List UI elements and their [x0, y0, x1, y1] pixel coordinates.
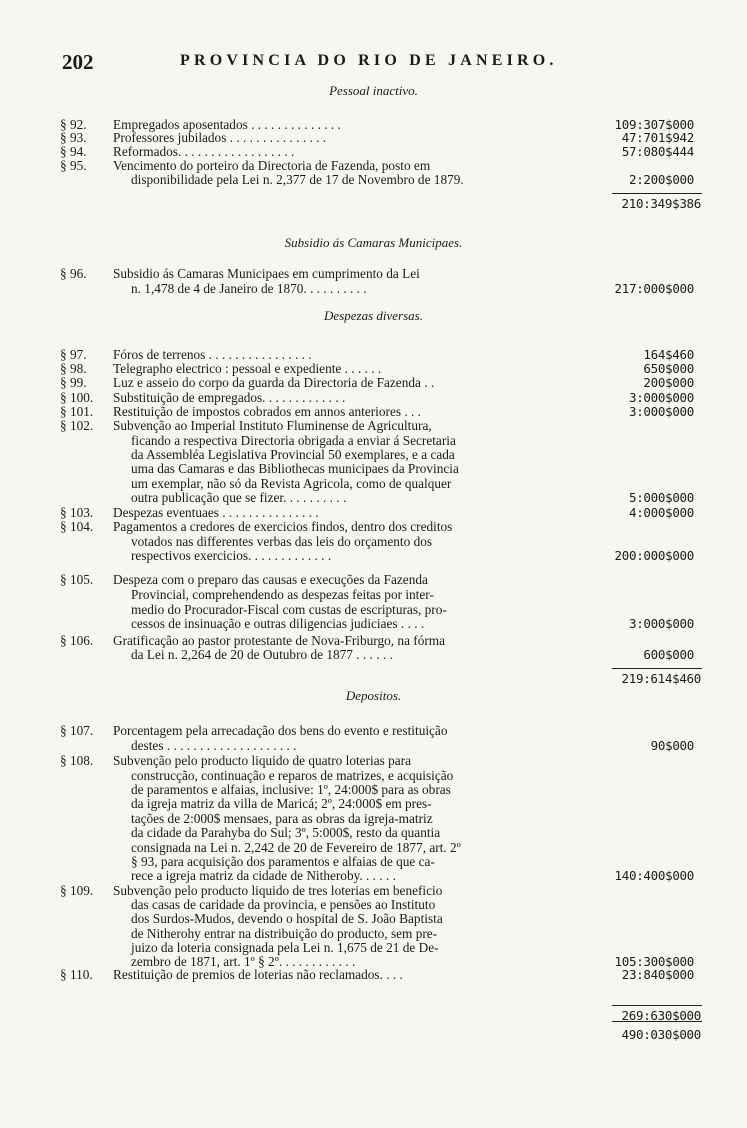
section-heading: Subsidio ás Camaras Municipaes. [284, 235, 463, 250]
item-text: Subvenção ao Imperial Instituto Fluminense de Agricultura, [113, 418, 432, 433]
item-text: Subvenção pelo producto liquido de tres loterias em beneficio [113, 883, 443, 898]
item-amount: 23:840$000 [621, 967, 694, 982]
item-line [60, 158, 700, 173]
item-line [60, 534, 700, 549]
item-line [60, 281, 700, 296]
item-amount: 3:000$000 [628, 404, 694, 419]
item-amount: 5:000$000 [628, 490, 694, 505]
item-text: Despeza com o preparo das causas e execuções da Fazenda [113, 572, 428, 587]
item-line [60, 144, 700, 159]
item-text: medio do Procurador-Fiscal com custas de escripturas, pro- [131, 602, 447, 617]
item-line [60, 130, 700, 145]
item-line [60, 967, 700, 982]
page-header [62, 50, 702, 74]
item-amount: 3:000$000 [628, 616, 694, 631]
page-title: PROVINCIA DO RIO DE JANEIRO. [180, 52, 558, 69]
item-number: § 109. [60, 883, 94, 898]
item-line [60, 840, 700, 855]
item-amount: 3:000$000 [628, 390, 694, 405]
item-line [60, 633, 700, 648]
section-heading: Pessoal inactivo. [329, 83, 418, 98]
item-text: § 93, para acquisição dos paramentos e alfaias de que ca- [131, 854, 435, 869]
item-line [60, 738, 700, 753]
item-text: Substituição de empregados. . . . . . . . . . . . . [113, 390, 346, 405]
item-line [60, 616, 700, 631]
item-line [60, 476, 700, 491]
item-line [60, 768, 700, 783]
item-text: de paramentos e alfaias, inclusive: 1º, 24:000$ para as obras [131, 782, 451, 797]
item-line [60, 926, 700, 941]
item-line [60, 266, 700, 281]
item-text: Reformados. . . . . . . . . . . . . . . . . . [113, 144, 295, 159]
item-line [60, 172, 700, 187]
item-amount: 140:400$000 [614, 868, 694, 883]
item-text: Restituição de impostos cobrados em annos anteriores . . . [113, 404, 421, 419]
item-text: n. 1,478 de 4 de Janeiro de 1870. . . . . . . . . . [131, 281, 367, 296]
item-line [60, 347, 700, 362]
item-line [60, 361, 700, 376]
item-number: § 102. [60, 418, 94, 433]
subtotal-amount: 210:349$386 [621, 196, 701, 211]
item-amount: 650$000 [643, 361, 694, 376]
item-line [60, 375, 700, 390]
item-line [60, 404, 700, 419]
item-line [60, 461, 700, 476]
item-text: respectivos exercicios. . . . . . . . . . . . . [131, 548, 332, 563]
item-number: § 106. [60, 633, 94, 648]
item-amount: 4:000$000 [628, 505, 694, 520]
item-number: § 101. [60, 404, 94, 419]
item-line [60, 825, 700, 840]
item-text: outra publicação que se fizer. . . . . . . . . . [131, 490, 347, 505]
item-amount: 200:000$000 [614, 548, 694, 563]
item-text: Pagamentos a credores de exercicios findos, dentro dos creditos [113, 519, 453, 534]
item-line [60, 723, 700, 738]
item-text: consignada na Lei n. 2,242 de 20 de Fevereiro de 1877, art. 2º [131, 840, 461, 855]
item-text: votados nas differentes verbas das leis do orçamento dos [131, 534, 433, 549]
item-number: § 107. [60, 723, 94, 738]
item-text: Porcentagem pela arrecadação dos bens do evento e restituição [113, 723, 448, 738]
item-text: construcção, continuação e reparos de matrizes, e acquisição [131, 768, 454, 783]
item-line [60, 572, 700, 587]
item-line [60, 911, 700, 926]
subtotal-rule [612, 668, 702, 669]
item-text: tações de 2:000$ mensaes, para as obras da igreja-matriz [131, 811, 433, 826]
section-heading: Despezas diversas. [324, 308, 423, 323]
item-number: § 93. [60, 130, 87, 145]
item-amount: 90$000 [650, 738, 694, 753]
item-number: § 105. [60, 572, 94, 587]
item-text: Fóros de terrenos . . . . . . . . . . . . . . . . [113, 347, 312, 362]
item-text: ficando a respectiva Directoria obrigada a enviar á Secretaria [131, 433, 456, 448]
item-text: destes . . . . . . . . . . . . . . . . . . . . [131, 738, 297, 753]
item-text: juizo da loteria consignada pela Lei n. 1,675 de 21 de De- [131, 940, 439, 955]
item-text: de Nitherohy entrar na distribuição do producto, sem pre- [131, 926, 438, 941]
item-text: Restituição de premios de loterias não reclamados. . . . [113, 967, 403, 982]
item-text: das casas de caridade da provincia, e pensões ao Instituto [131, 897, 436, 912]
item-text: Telegrapho electrico : pessoal e expediente . . . . . . [113, 361, 382, 376]
item-number: § 100. [60, 390, 94, 405]
item-number: § 103. [60, 505, 94, 520]
item-text: disponibilidade pela Lei n. 2,377 de 17 de Novembro de 1879. [131, 172, 464, 187]
item-line [60, 390, 700, 405]
item-line [60, 433, 700, 448]
item-line [60, 418, 700, 433]
item-text: Luz e asseio do corpo da guarda da Directoria de Fazenda . . [113, 375, 435, 390]
item-text: Professores jubilados . . . . . . . . . . . . . . . [113, 130, 327, 145]
item-number: § 110. [60, 967, 93, 982]
item-number: § 94. [60, 144, 87, 159]
item-line [60, 602, 700, 617]
item-number: § 97. [60, 347, 87, 362]
subtotal-rule [612, 1005, 702, 1006]
item-text: um exemplar, não só da Revista Agricola, como de qualquer [131, 476, 452, 491]
item-amount: 200$000 [643, 375, 694, 390]
item-text: zembro de 1871, art. 1º § 2º. . . . . . . . . . . . [131, 954, 356, 969]
item-line [60, 519, 700, 534]
item-amount: 47:701$942 [621, 130, 694, 145]
item-text: Subvenção pelo producto liquido de quatro loterias para [113, 753, 411, 768]
item-text: Subsidio ás Camaras Municipaes em cumprimento da Lei [113, 266, 420, 281]
item-text: dos Surdos-Mudos, devendo o hospital de S. João Baptista [131, 911, 443, 926]
item-text: da Assembléa Legislativa Provincial 50 exemplares, e a cada [131, 447, 455, 462]
item-text: Gratificação ao pastor protestante de Nova-Friburgo, na fórma [113, 633, 446, 648]
grand-total-rule [612, 1021, 702, 1022]
item-line [60, 811, 700, 826]
item-line [60, 548, 700, 563]
item-amount: 105:300$000 [614, 954, 694, 969]
item-text: da cidade da Parahyba do Sul; 3º, 5:000$, resto da quantia [131, 825, 441, 840]
item-number: § 92. [60, 117, 87, 132]
subtotal-amount: 219:614$460 [621, 671, 701, 686]
item-amount: 109:307$000 [614, 117, 694, 132]
item-amount: 57:080$444 [621, 144, 694, 159]
item-text: da Lei n. 2,264 de 20 de Outubro de 1877 . . . . . . [131, 647, 393, 662]
subtotal-rule [612, 193, 702, 194]
item-line [60, 753, 700, 768]
item-text: Provincial, comprehendendo as despezas feitas por inter- [131, 587, 434, 602]
item-line [60, 490, 700, 505]
item-text: da igreja matriz da villa de Maricá; 2º, 24:000$ em pres- [131, 796, 432, 811]
item-line [60, 897, 700, 912]
grand-total-amount: 490:030$000 [621, 1027, 701, 1042]
item-text: Empregados aposentados . . . . . . . . . . . . . . [113, 117, 341, 132]
page-number: 202 [62, 50, 94, 74]
item-number: § 98. [60, 361, 87, 376]
item-line [60, 883, 700, 898]
item-line [60, 505, 700, 520]
item-amount: 2:200$000 [628, 172, 694, 187]
item-line [60, 782, 700, 797]
item-line [60, 587, 700, 602]
item-amount: 164$460 [643, 347, 694, 362]
item-text: Vencimento do porteiro da Directoria de Fazenda, posto em [113, 158, 431, 173]
item-amount: 217:000$000 [614, 281, 694, 296]
section-heading: Depositos. [345, 688, 402, 703]
item-line [60, 854, 700, 869]
item-text: Despezas eventuaes . . . . . . . . . . . . . . . [113, 505, 319, 520]
item-number: § 99. [60, 375, 87, 390]
item-line [60, 868, 700, 883]
item-number: § 108. [60, 753, 94, 768]
item-number: § 95. [60, 158, 87, 173]
item-text: cessos de insinuação e outras diligencias judiciaes . . . . [131, 616, 425, 631]
subtotal-amount: 269:630$000 [621, 1008, 701, 1023]
item-number: § 104. [60, 519, 94, 534]
item-number: § 96. [60, 266, 87, 281]
item-text: rece a igreja matriz da cidade de Nitheroby. . . . . . [131, 868, 396, 883]
item-text: uma das Camaras e das Bibliothecas municipaes da Provincia [131, 461, 459, 476]
item-line [60, 647, 700, 662]
item-amount: 600$000 [643, 647, 694, 662]
item-line [60, 447, 700, 462]
item-line [60, 940, 700, 955]
item-line [60, 796, 700, 811]
